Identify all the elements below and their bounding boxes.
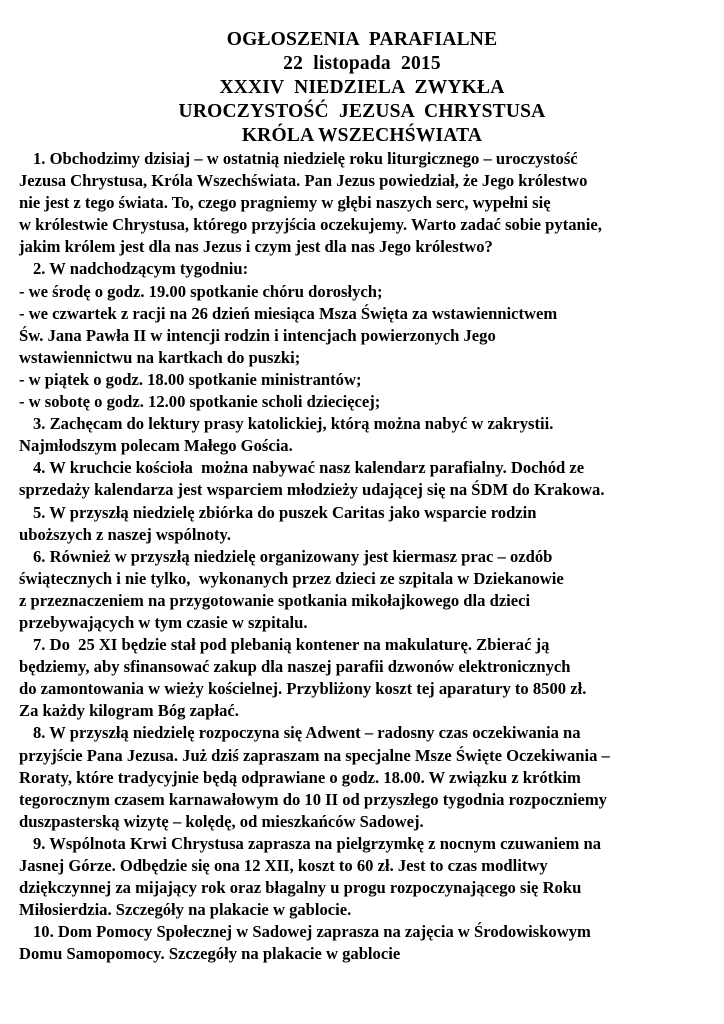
page-title: OGŁOSZENIA PARAFIALNE — [226, 29, 498, 50]
text-line: duszpasterską wizytę – kolędę, od mieszkańców Sadowej. — [19, 811, 424, 831]
text-line: 5. W przyszłą niedzielę zbiórka do puszek Caritas jako wsparcie rodzin — [33, 502, 537, 522]
text-line: przebywających w tym czasie w szpitalu. — [19, 612, 308, 632]
text-line: nie jest z tego świata. To, czego pragniemy w głębi naszych serc, wypełni się — [19, 193, 551, 213]
text-line: jakim królem jest dla nas Jezus i czym jest dla nas Jego królestwo? — [19, 237, 493, 257]
text-line: z przeznaczeniem na przygotowanie spotkania mikołajkowego dla dzieci — [19, 590, 531, 610]
text-line: Najmłodszym polecam Małego Gościa. — [19, 436, 293, 456]
list-item: - w piątek o godz. 18.00 spotkanie ministrantów; — [19, 369, 362, 389]
list-item: - w sobotę o godz. 12.00 spotkanie scholi dziecięcej; — [19, 392, 381, 412]
text-line: 3. Zachęcam do lektury prasy katolickiej, którą można nabyć w zakrystii. — [33, 414, 554, 434]
announcement-8 — [19, 722, 716, 832]
text-line: Miłosierdzia. Szczegóły na plakacie w gablocie. — [19, 900, 352, 920]
text-line: Jasnej Górze. Odbędzie się ona 12 XII, koszt to 60 zł. Jest to czas modlitwy — [19, 856, 548, 875]
text-line: 8. W przyszłą niedzielę rozpoczyna się Adwent – radosny czas oczekiwania na — [33, 723, 581, 743]
text-line: przyjście Pana Jezusa. Już dziś zapraszam na specjalne Msze Święte Oczekiwania – — [19, 745, 610, 765]
text-line: Za każdy kilogram Bóg zapłać. — [19, 701, 239, 721]
text-line: 9. Wspólnota Krwi Chrystusa zaprasza na pielgrzymkę z nocnym czuwaniem na — [33, 833, 602, 853]
text-line: 7. Do 25 XI będzie stał pod plebanią kontener na makulaturę. Zbierać ją — [33, 635, 550, 655]
text-line: Domu Samopomocy. Szczegóły na plakacie w gablocie — [19, 944, 401, 964]
announcement-4 — [19, 457, 716, 501]
announcement-3 — [19, 413, 716, 457]
feast-title-line-1: UROCZYSTOŚĆ JEZUSA CHRYSTUSA — [178, 101, 546, 122]
liturgical-sunday: XXXIV NIEDZIELA ZWYKŁA — [219, 77, 505, 98]
announcement-page — [0, 28, 724, 965]
announcement-date: 22 listopada 2015 — [283, 53, 441, 74]
text-line: świątecznych i nie tylko, wykonanych przez dzieci ze szpitala w Dziekanowie — [19, 568, 564, 588]
announcement-7 — [19, 634, 716, 722]
text-line: 2. W nadchodzącym tygodniu: — [33, 259, 249, 279]
announcements-body — [0, 148, 724, 965]
text-line: dziękczynnej za mijający rok oraz błagalny u progu rozpoczynającego się Roku — [19, 878, 582, 898]
text-line: do zamontowania w wieży kościelnej. Przybliżony koszt tej aparatury to 8500 zł. — [19, 679, 587, 699]
feast-title-line-2: KRÓLA WSZECHŚWIATA — [241, 125, 483, 146]
text-line: Roraty, które tradycyjnie będą odprawiane o godz. 18.00. W związku z krótkim — [19, 767, 581, 787]
text-line: w królestwie Chrystusa, którego przyjścia oczekujemy. Warto zadać sobie pytanie, — [19, 215, 602, 235]
announcement-2 — [19, 258, 716, 413]
text-line: będziemy, aby sfinansować zakup dla naszej parafii dzwonów elektronicznych — [19, 657, 571, 677]
text-line: Św. Jana Pawła II w intencji rodzin i intencjach powierzonych Jego — [19, 325, 496, 345]
text-line: 4. W kruchcie kościoła można nabywać nasz kalendarz parafialny. Dochód ze — [33, 458, 585, 478]
text-line: Jezusa Chrystusa, Króla Wszechświata. Pan Jezus powiedział, że Jego królestwo — [19, 171, 588, 191]
text-line: 1. Obchodzimy dzisiaj – w ostatnią niedzielę roku liturgicznego – uroczystość — [33, 149, 578, 168]
text-line: sprzedaży kalendarza jest wsparciem młodzieży udającej się na ŚDM do Krakowa. — [19, 480, 605, 500]
text-line: uboższych z naszej wspólnoty. — [19, 524, 232, 544]
announcement-10 — [19, 921, 716, 965]
page-header — [0, 28, 724, 148]
announcement-5 — [19, 502, 716, 546]
announcement-9 — [19, 833, 716, 921]
text-line: tegorocznym czasem karnawałowym do 10 II od przyszłego tygodnia rozpoczniemy — [19, 789, 607, 809]
text-line: wstawiennictwu na kartkach do puszki; — [19, 347, 301, 367]
text-line: 10. Dom Pomocy Społecznej w Sadowej zaprasza na zajęcia w Środowiskowym — [33, 922, 591, 942]
list-item: - we czwartek z racji na 26 dzień miesiąca Msza Święta za wstawiennictwem — [19, 303, 558, 323]
text-line: 6. Również w przyszłą niedzielę organizowany jest kiermasz prac – ozdób — [33, 546, 553, 566]
list-item: - we środę o godz. 19.00 spotkanie chóru dorosłych; — [19, 281, 383, 301]
announcement-6 — [19, 546, 716, 634]
announcement-1 — [19, 148, 716, 258]
